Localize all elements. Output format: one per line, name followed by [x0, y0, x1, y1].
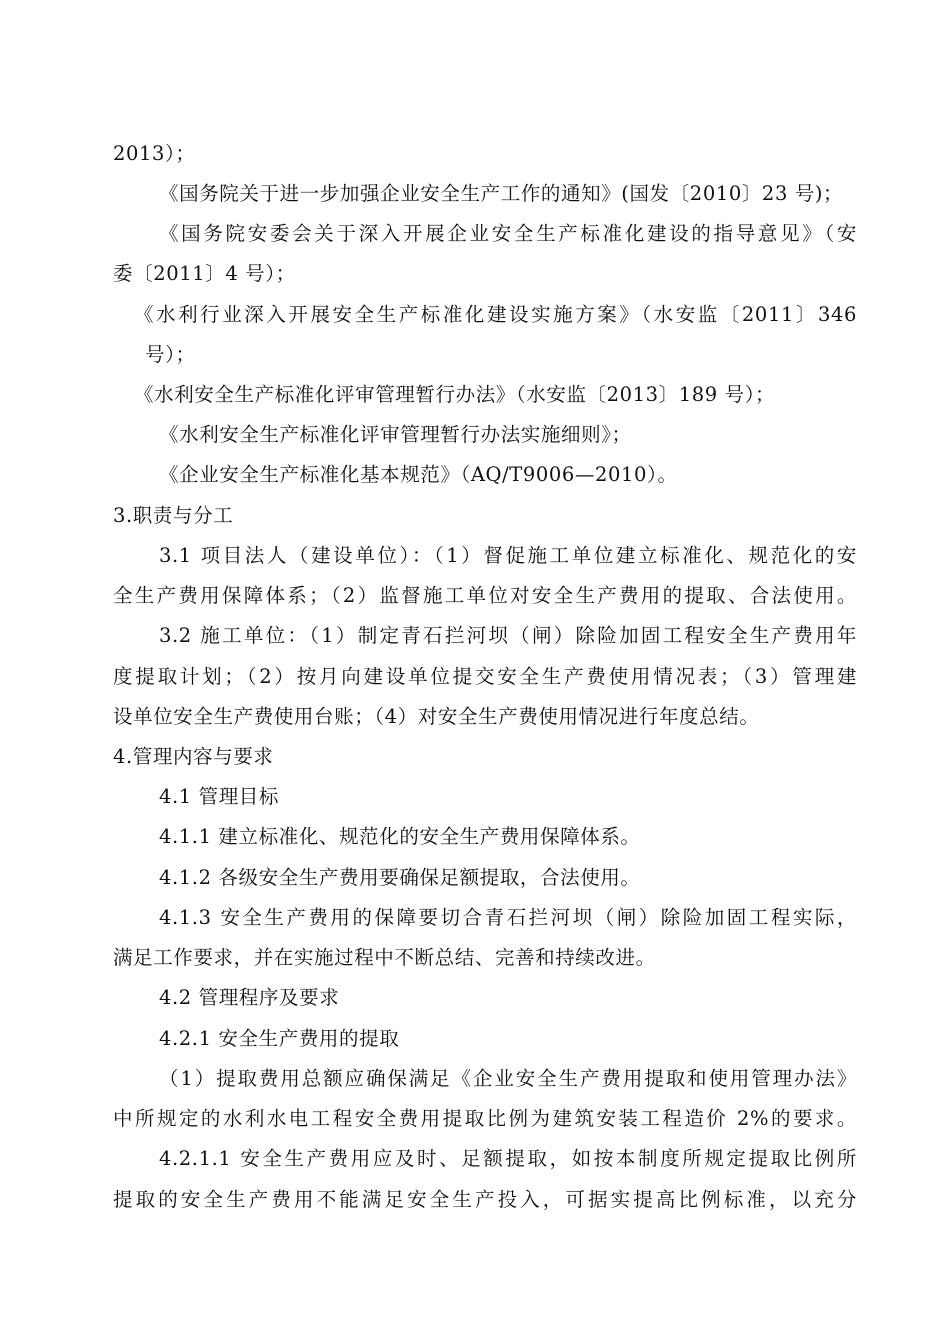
item-4-2-1-1-1-line-1: 4.2.1.1 安全生产费用应及时、足额提取，如按本制度所规定提取比例所 [159, 1147, 857, 1170]
text-line-1: 2013）； [113, 142, 196, 165]
regulation-line-3-cont: 号）； [145, 343, 196, 366]
subheading-4-2-1: 4.2.1 安全生产费用的提取 [159, 1027, 400, 1050]
item-4-1-3-line-2: 满足工作要求，并在实施过程中不断总结、完善和持续改进。 [113, 946, 656, 969]
paragraph-3-2-line-2: 度提取计划；（2）按月向建设单位提交安全生产费使用情况表；（3）管理建 [113, 665, 857, 688]
regulation-line-3: 《水利行业深入开展安全生产标准化建设实施方案》（水安监〔2011〕346 [134, 303, 857, 326]
item-4-2-1-1-line-2: 中所规定的水利水电工程安全费用提取比例为建筑安装工程造价 2%的要求。 [113, 1107, 857, 1130]
regulation-line-2: 《国务院安委会关于深入开展企业安全生产标准化建设的指导意见》（安 [159, 222, 857, 245]
section-heading-3: 3.职责与分工 [113, 504, 234, 527]
regulation-line-5: 《水利安全生产标准化评审管理暂行办法实施细则》； [159, 423, 632, 446]
subheading-4-1: 4.1 管理目标 [159, 785, 280, 808]
paragraph-3-1-line-1: 3.1 项目法人（建设单位）：（1）督促施工单位建立标准化、规范化的安 [159, 544, 857, 567]
item-4-1-1: 4.1.1 建立标准化、规范化的安全生产费用保障体系。 [159, 825, 641, 848]
regulation-line-2-cont: 委〔2011〕4 号）； [113, 262, 296, 285]
regulation-line-6: 《企业安全生产标准化基本规范》（AQ/T9006—2010）。 [159, 463, 678, 486]
paragraph-3-1-line-2: 全生产费用保障体系；（2）监督施工单位对安全生产费用的提取、合法使用。 [113, 584, 857, 607]
paragraph-3-2-line-3: 设单位安全生产费使用台账；（4）对安全生产费使用情况进行年度总结。 [113, 705, 760, 728]
item-4-1-2: 4.1.2 各级安全生产费用要确保足额提取，合法使用。 [159, 866, 641, 889]
subheading-4-2: 4.2 管理程序及要求 [159, 986, 340, 1009]
regulation-line-1: 《国务院关于进一步加强企业安全生产工作的通知》(国发〔2010〕23 号)； [159, 182, 844, 205]
item-4-2-1-1-line-1: （1）提取费用总额应确保满足《企业安全生产费用提取和使用管理办法》 [159, 1067, 857, 1090]
section-heading-4: 4.管理内容与要求 [113, 745, 274, 768]
item-4-1-3-line-1: 4.1.3 安全生产费用的保障要切合青石拦河坝（闸）除险加固工程实际， [159, 906, 857, 929]
regulation-line-4: 《水利安全生产标准化评审管理暂行办法》（水安监〔2013〕189 号）； [134, 383, 776, 406]
paragraph-3-2-line-1: 3.2 施工单位：（1）制定青石拦河坝（闸）除险加固工程安全生产费用年 [159, 624, 857, 647]
item-4-2-1-1-1-line-2: 提取的安全生产费用不能满足安全生产投入，可据实提高比例标准，以充分 [113, 1188, 857, 1211]
